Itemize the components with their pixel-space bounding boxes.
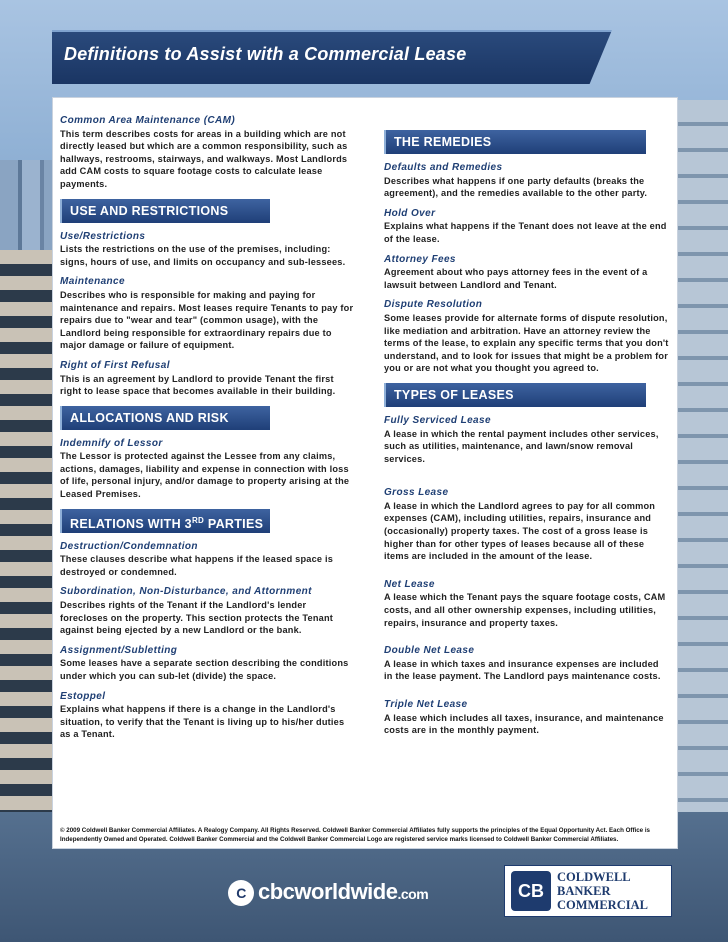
term-title: Dispute Resolution [384,299,483,311]
term-definition: Some leases have a separate section describing the conditions under which you can sub-let (divide) the space. [60,658,349,681]
website-logo[interactable] [228,873,460,911]
term-definition: Agreement about who pays attorney fees in the event of a lawsuit between Landlord and Tenant. [384,267,648,290]
definition-entry [60,360,356,398]
logo-line: COMMERCIAL [557,898,648,912]
definition-entry [60,541,356,579]
section-header-use-restrictions: USE AND RESTRICTIONS [60,199,270,223]
term-title: Fully Serviced Lease [384,414,491,426]
definition-entry [60,586,356,636]
section-header-text: RELATIONS WITH 3 [70,516,192,531]
term-definition: Explains what happens if the Tenant does not leave at the end of the lease. [384,221,667,244]
left-column [60,115,356,749]
term-definition: This is an agreement by Landlord to provide Tenant the first right to lease space that becomes available in their building. [60,373,336,397]
section-header-types-of-leases: TYPES OF LEASES [384,383,646,407]
term-definition: A lease which includes all taxes, insurance, and maintenance costs are in the monthly payment. [384,712,664,736]
definition-entry [60,276,356,352]
term-definition: A lease in which taxes and insurance expenses are included in the lease payment. The Landlord pays maintenance costs. [384,658,661,682]
term-title: Use/Restrictions [60,230,146,242]
definition-entry [384,415,670,465]
legal-disclaimer: © 2009 Coldwell Banker Commercial Affiliates. A Realogy Company. All Rights Reserved. Coldwell Banker Commercial Affiliates fully supports the principles of the Equal Opportunity Act. Each Office is Independently Owned and Operated. Coldwell Banker Commercial and the Coldwell Banker Commercial Logo are registered service marks licensed to Coldwell Banker Commercial Affiliates. [60,827,650,843]
definition-entry [384,208,670,246]
term-title: Double Net Lease [384,645,475,657]
globe-icon: C [228,880,254,906]
term-definition: Lists the restrictions on the use of the premises, including: signs, hours of use, and limits on occupancy and sub-lessees. [60,244,346,267]
intro-entry [60,115,356,191]
section-header-relations-third-parties [60,509,270,533]
right-column [384,122,670,745]
term-title: Hold Over [384,207,436,219]
definition-entry [384,699,670,737]
definition-entry [384,579,670,629]
term-definition: The Lessor is protected against the Lessee from any claims, actions, damages, liability and expense in connection with loss of life, personal injury, and/or damage to property arising at the Leased Premises. [60,451,350,500]
term-title: Subordination, Non-Disturbance, and Attornment [60,586,312,598]
page-title: Definitions to Assist with a Commercial Lease [64,44,467,64]
definition-entry [60,645,356,683]
cb-logo-icon: CB [511,871,551,911]
section-header-text-end: PARTIES [204,516,264,531]
definition-entry [60,438,356,501]
term-title: Assignment/Subletting [60,644,178,656]
term-title: Estoppel [60,690,106,702]
term-definition: A lease which the Tenant pays the square footage costs, CAM costs, and all other ownership expenses, including utilities, repairs, insurance and property taxes. [384,592,666,628]
section-header-superscript: RD [191,515,205,525]
term-definition: Some leases provide for alternate forms of dispute resolution, like mediation and arbitration. Have an attorney review the terms of the lease, to explain any specific terms that you don't understand, and to look for issues that might be a problem for you or are not what you thought you agreed to. [384,312,669,374]
term-definition: A lease in which the Landlord agrees to pay for all common expenses (CAM), including utilities, repairs, insurance and (occasionally) property taxes. The cost of a gross lease is higher than for other types of leases because all of these items are included in the amount of the lease. [384,500,656,562]
website-tld: .com [397,886,429,902]
logo-wordmark [557,870,667,912]
definition-entry [60,231,356,269]
term-title: Right of First Refusal [60,359,170,371]
coldwell-banker-commercial-logo [504,865,672,917]
website-brand: cbcworldwide [258,879,398,904]
term-title: Triple Net Lease [384,699,468,710]
term-definition: Describes what happens if one party defaults (breaks the agreement), and the remedies available to the other party. [384,175,648,199]
logo-line: BANKER [557,884,611,898]
definition-entry [384,299,670,375]
term-definition: Describes rights of the Tenant if the Landlord's lender forecloses on the property. This section protects the Tenant against being ejected by a new Landlord or the bank. [60,600,334,636]
section-header-remedies: THE REMEDIES [384,130,646,154]
term-definition: This term describes costs for areas in a building which are not directly leased but which are a common responsibility, such as hallways, restrooms, stairways, and walkways. Most Landlords add CAM costs to square footage costs to calculate lease payments. [60,128,348,189]
definition-entry [384,254,670,292]
term-title: Maintenance [60,276,125,288]
term-title: Indemnify of Lessor [60,437,163,449]
term-title: Destruction/Condemnation [60,540,198,552]
term-title: Attorney Fees [384,253,456,265]
term-title: Defaults and Remedies [384,162,503,173]
section-header-allocations-risk: ALLOCATIONS AND RISK [60,406,270,430]
term-definition: A lease in which the rental payment includes other services, such as utilities, maintenance, and lawn/snow removal services. [384,428,659,464]
logo-line: COLDWELL [557,870,631,884]
term-title: Gross Lease [384,487,449,499]
definition-entry [384,487,670,563]
definition-entry [384,162,670,200]
term-definition: Describes who is responsible for making and paying for maintenance and repairs. Most leases require Tenants to pay for repairs due to "wear and tear" (common usage), with the Landlord being responsible for extraordinary repairs due to major damage or failure of equipment. [60,289,354,351]
term-definition: These clauses describe what happens if the leased space is destroyed or condemned. [60,554,334,577]
term-title: Net Lease [384,578,435,590]
definition-entry [60,691,356,741]
definition-entry [384,645,670,683]
term-definition: Explains what happens if there is a change in the Landlord's situation, to verify that the Tenant is living up to his/her duties as a Tenant. [60,704,345,740]
term-title: Common Area Maintenance (CAM) [60,115,236,126]
